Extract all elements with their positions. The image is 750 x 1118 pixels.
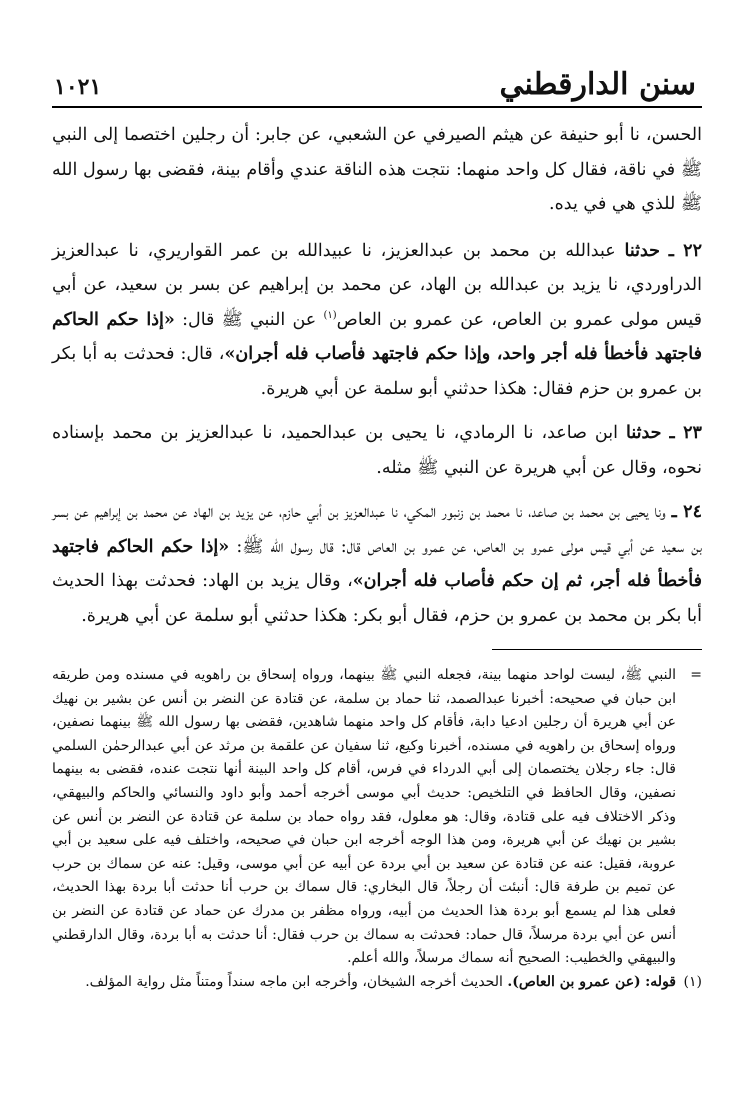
footnote-continuation-text: النبي ﷺ، ليست لواحد منهما بينة، فجعله النبي ﷺ بينهما، ورواه إسحاق بن راهويه في مسنده ومن طريقه ابن حبان في صحيحه: أخبرنا عبدالصمد، ثنا حماد بن سلمة، عن قتادة عن النضر بن أنس عن بشير بن نهيك عن أبي هريرة أن رجلين ادعيا دابة، فأقام كل واحد منهما شاهدين، فقضى بها رسول الله ﷺ بينهما نصفين، ورواه إسحاق بن راهويه في مسنده، أخبرنا وكيع، ثنا سفيان عن علقمة بن مرثد عن أبي عبدالرحمٰن السلمي قال: جاء رجلان يختصمان إلى أبي الدرداء في فرس، أقام كل واحد البينة أنها نتجت عنده، فقضى به بينهما نصفين، وقال الحافظ في التلخيص: حديث أبي موسى أخرجه أحمد وأبو داود والنسائي والحاكم والبيهقي، وذكر الاختلاف فيه على قتادة، وقال: هو معلول، فقد رواه حماد بن سلمة عن قتادة عن النضر بن أنس عن بشير بن نهيك عن أبي هريرة، ومن هذا الوجه أخرجه ابن حبان في صحيحه، واختلف فيه على سعيد بن أبي عروبة، فقيل: عنه عن قتادة عن سعيد بن أبي بردة عن أبيه عن أبي موسى، وقيل: عنه عن سماك بن حرب عن تميم بن طرفة قال: أنبئت أن رجلاً، قال البخاري: قال سماك بن حرب أنا حدثت أبا بردة بهذا الحديث، فعلى هذا لم يسمع أبو بردة هذا الحديث من أبيه، ورواه مظفر بن مدرك عن حماد عن قتادة عن النضر بن أنس عن أبي بردة مرسلاً، قال حماد: فحدثت به سماك بن حرب فقال: أنا حدثت به أبا بردة، وقال الدارقطني والبيهقي والخطيب: الصحيح أنه سماك مرسلاً، والله أعلم. [52, 667, 677, 967]
page-header [52, 62, 702, 108]
continuation-mark: = [690, 667, 702, 683]
hadith-24-tail: ، وقال يزيد بن الهاد: فحدثت بهذا الحديث أبا بكر بن محمد بن عمرو بن حزم، فقال أبو بكر: هكذا حدثني أبو سلمة عن أبي هريرة. [52, 571, 702, 626]
footnote-1-text: الحديث أخرجه الشيخان، وأخرجه ابن ماجه سنداً ومتناً مثل رواية المؤلف. [85, 973, 503, 990]
main-text [52, 118, 702, 633]
hadith-22-number: ٢٢ ـ [668, 240, 702, 261]
hadith-23-text: ابن صاعد، نا الرمادي، نا يحيى بن عبدالحميد، نا عبدالعزيز بن محمد بإسناده نحوه، وقال عن أبي هريرة عن النبي ﷺ مثله. [52, 423, 702, 478]
document-page [52, 62, 702, 994]
hadith-23-opener: حدثنا [625, 423, 662, 443]
footnote-separator [492, 649, 702, 650]
book-title: سنن الدارقطني [499, 67, 696, 102]
hadith-23 [52, 416, 702, 485]
footnote-1-quote: (عن عمرو بن العاص). [507, 973, 641, 990]
footnote-1-body [52, 971, 676, 995]
footnote-1-label: قوله: [645, 973, 676, 990]
hadith-22-opener: حدثنا [624, 240, 660, 261]
hadith-22-tail: ، قال: فحدثت به أبا بكر بن عمرو بن حزم فقال: هكذا حدثني أبو سلمة عن أبي هريرة. [52, 344, 702, 399]
footnote-ref-1: (١) [323, 309, 337, 321]
footnote-continuation [52, 664, 702, 971]
footnote-1-number: (١) [683, 973, 702, 990]
hadith-23-number: ٢٣ ـ [669, 423, 702, 443]
footnotes [52, 664, 702, 994]
hadith-22 [52, 234, 702, 407]
footnote-1 [52, 971, 702, 995]
hadith-22-attribution: عن النبي ﷺ قال: [182, 309, 317, 330]
hadith-24-chain: ونا يحيى بن محمد بن صاعد، نا محمد بن زنبور المكي، نا عبدالعزيز بن أبي حازم، عن يزيد بن الهاد عن محمد بن إبراهيم عن بسر بن سعيد عن أبي قيس مولى عمرو بن العاص، عن عمرو بن العاص قال: قال رسول الله ﷺ: [52, 502, 702, 557]
hadith-continuation [52, 118, 702, 222]
hadith-24 [52, 495, 702, 633]
hadith-24-matn: «إذا حكم الحاكم فاجتهد فأخطأ فله أجر، ثم إن حكم فأصاب فله أجران» [52, 536, 702, 591]
hadith-24-number: ٢٤ ـ [671, 502, 702, 522]
hadith-22-matn: «إذا حكم الحاكم فاجتهد فأخطأ فله أجر واحد، وإذا حكم فاجتهد فأصاب فله أجران» [52, 309, 702, 364]
page-number: ١٠٢١ [54, 74, 102, 100]
continuation-text: الحسن، نا أبو حنيفة عن هيثم الصيرفي عن الشعبي، عن جابر: أن رجلين اختصما إلى النبي ﷺ في ناقة، فقال كل واحد منهما: نتجت هذه الناقة عندي وأقام بينة، فقضى بها رسول الله ﷺ للذي هي في يده. [52, 125, 702, 214]
hadith-22-chain: عبدالله بن محمد بن عبدالعزيز، نا عبيدالله بن عمر القواريري، نا عبدالعزيز الدراوردي، نا يزيد بن عبدالله بن الهاد، عن محمد بن إبراهيم عن بسر بن سعيد، عن أبي قيس مولى عمرو بن العاص، عن عمرو بن العاص [52, 240, 702, 330]
